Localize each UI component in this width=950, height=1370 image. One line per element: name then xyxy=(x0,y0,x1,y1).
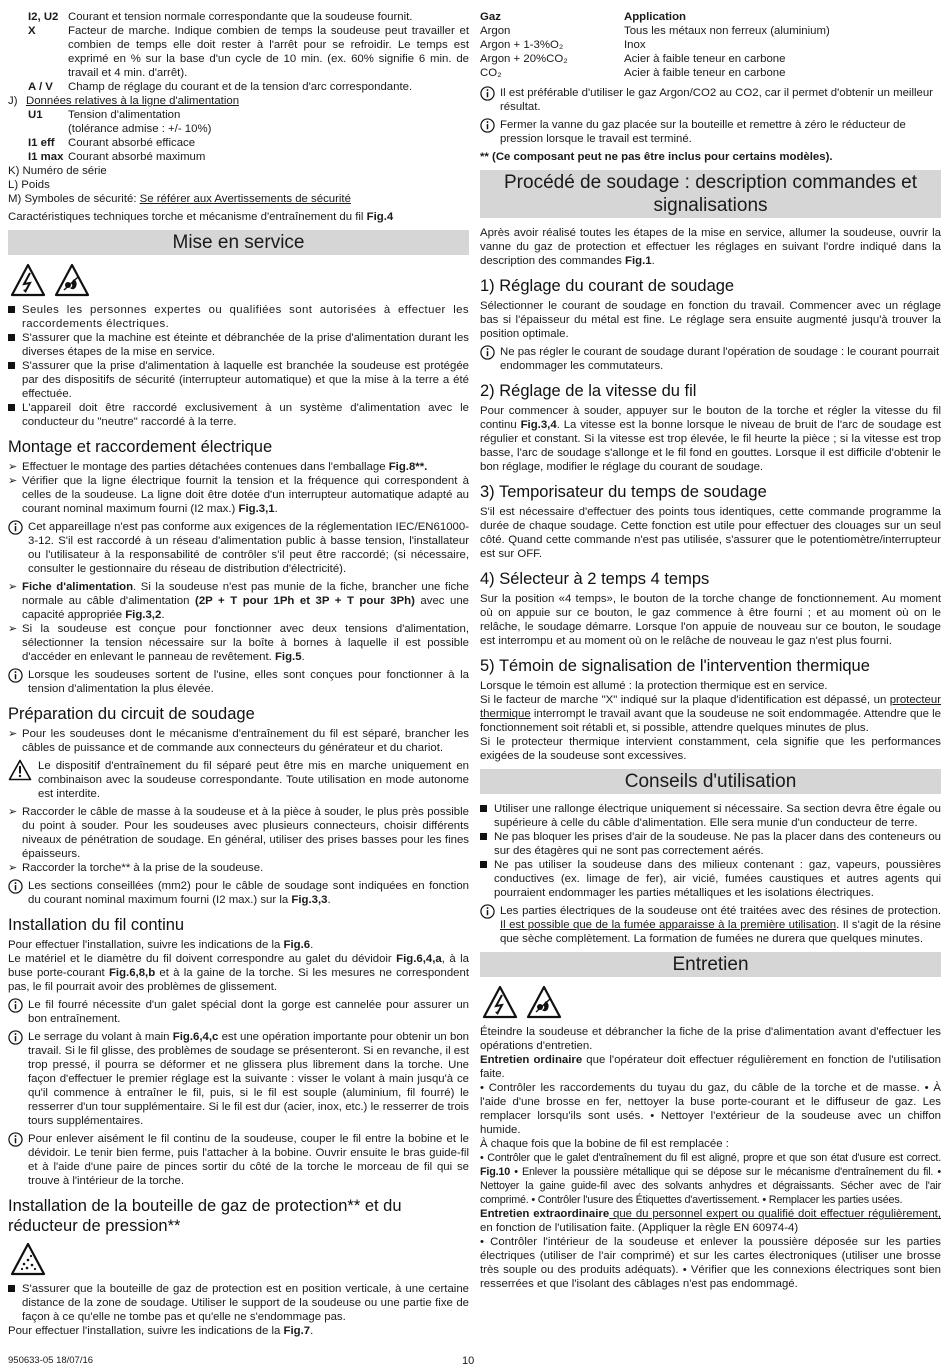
fig-ref: Fig.3,4 xyxy=(520,419,557,431)
info-text: Lorsque les soudeuses sortent de l'usine, elles sont conçues pour fonctionner à la tension d'alimentation la plus élevée. xyxy=(28,669,469,695)
info-note xyxy=(8,998,469,1026)
component-note: ** (Ce composant peut ne pas être inclus pour certains modèles). xyxy=(480,151,833,163)
def-text: Champ de réglage du courant et de la tension d'arc correspondante. xyxy=(68,81,413,93)
info-icon xyxy=(480,86,495,101)
info-note xyxy=(8,1030,469,1128)
list-item-text: Ne pas bloquer les prises d'air de la soudeuse. Ne pas la placer dans des conteneurs ou sur des étagères qui ne sont pas correctement aérés. xyxy=(494,831,941,857)
paragraph: Éteindre la soudeuse et débrancher la fiche de la prise d'alimentation avant d'effectuer les opérations d'entretien. xyxy=(480,1026,941,1052)
info-icon xyxy=(8,998,23,1013)
fire-hazard-icon xyxy=(526,985,562,1019)
list-item-text: Vérifier que la ligne électrique fournit la tension et la fréquence qui correspondent à celles de la soudeuse. La ligne doit être dotée d'un interrupteur automatique adapté au courant nominal maximum fourni (I2 max.) xyxy=(22,475,469,515)
page-number: 10 xyxy=(462,1355,475,1367)
supply-definitions xyxy=(8,108,469,164)
arrow-icon: ➢ xyxy=(8,623,18,635)
list-item xyxy=(8,805,469,861)
item-j-title: Données relatives à la ligne d'alimentation xyxy=(26,95,240,107)
heading-2: 2) Réglage de la vitesse du fil xyxy=(480,382,697,400)
fig-ref: Fig.4 xyxy=(366,211,394,223)
warning-icons xyxy=(10,263,469,297)
list-item xyxy=(8,303,469,331)
paragraph: Le matériel et le diamètre du fil doivent correspondre au galet du dévidoir Fig.6,4,a, à la buse porte-courant Fig.6,8,b et à la gaine de la torche. Si les mesures ne correspondent pas, le fil pourrait avoir des problèmes de glissement. xyxy=(8,953,470,993)
heading-1: 1) Réglage du courant de soudage xyxy=(480,277,735,295)
arrow-icon: ➢ xyxy=(8,728,18,740)
underlined-text: protecteur thermique xyxy=(480,694,941,720)
info-text: Il est préférable d'utiliser le gaz Argon/CO2 au CO2, car il permet d'obtenir un meilleur résultat. xyxy=(500,87,933,113)
column-header: Application xyxy=(624,11,687,23)
list-item-text: Raccorder le câble de masse à la soudeuse et à la pièce à souder, le plus près possible du point à souder. Pour les soudeuses avec plusieurs connecteurs, choisir différents niveaux de pénétration de soudage. En général, utiliser des prises basses pour les fines épaisseurs. xyxy=(22,806,469,860)
paragraph-text: Le matériel et le diamètre du fil doivent correspondre au galet du dévidoir xyxy=(8,953,397,965)
heading-3: 3) Temporisateur du temps de soudage xyxy=(480,483,767,501)
paragraph-text: . La vitesse est la bonne lorsque le niveau de bruit de l'arc de soudage est régulier et constant. Si la vitesse est trop élevée, le fil heurte la pièce ; si la vitesse est trop basse, l'arc de soudage s'allonge et le fil fond en gouttes. Lorsque il est difficile d'obtenir le bon réglage, modifier le réglage du courant de soudage. xyxy=(480,419,941,473)
fig-ref: Fig.1 xyxy=(625,255,652,267)
electric-hazard-icon xyxy=(10,263,46,297)
gas-table-header xyxy=(480,10,941,24)
info-icon xyxy=(480,345,495,360)
paragraph-text: et à la gaine de la torche. Si les mesures ne correspondent pas, le fil pourrait avoir des problèmes de glissement xyxy=(8,967,470,993)
table-cell: CO₂ xyxy=(480,67,502,79)
def-text: Tension d'alimentation xyxy=(68,109,181,121)
table-row xyxy=(480,38,941,52)
paragraph-text: interrompt le travail avant que la soudeuse ne soit endommagée. Attendre que le fonctionnement soit rétabli et, si possible, attendre quelques minutes de plus. xyxy=(480,708,941,734)
paragraph-text: Pour effectuer l'installation, suivre les indications de la xyxy=(8,939,284,951)
info-note xyxy=(480,118,941,146)
paragraph: Si le protecteur thermique intervient constamment, cela signifie que les performances exigées de la soudeuse sont excessives. xyxy=(480,736,941,762)
underlined-text: que du personnel expert ou qualifié doit effectuer régulièrement, xyxy=(609,1208,941,1220)
left-column xyxy=(8,10,469,1338)
list-item: ➢ Vérifier que la ligne électrique fournit la tension et la fréquence qui correspondent à celles de la soudeuse. La ligne doit être dotée d'un interrupteur automatique adapté au courant nominal maximum fourni (I2 max.) Fig.3,1. xyxy=(8,475,469,515)
paragraph: Lorsque le témoin est allumé : la protection thermique est en service. xyxy=(480,680,828,692)
list-item-text: S'assurer que la bouteille de gaz de protection est en position verticale, à une certaine distance de la zone de soudage. Utiliser le support de la soudeuse ou une partie fixe de façon à ce qu'elle ne tombe pas et qu'elle ne s'endommage pas. xyxy=(22,1283,469,1323)
heading-5: 5) Témoin de signalisation de l'intervention thermique xyxy=(480,657,870,675)
info-text: Le fil fourré nécessite d'un galet spécial dont la gorge est cannelée pour assurer un bon entraînement. xyxy=(28,999,469,1025)
item-j xyxy=(8,94,469,108)
list-item-text: Pour les soudeuses dont le mécanisme d'entraînement du fil est séparé, brancher les câbles de puissance et de commande aux connecteurs du générateur et du chariot. xyxy=(22,728,469,754)
table-row xyxy=(480,66,941,80)
table-row xyxy=(480,24,941,38)
info-note xyxy=(8,668,469,696)
paragraph-text: en fonction de l'utilisation faite. (Appliquer la règle EN 60974-4) xyxy=(480,1222,799,1234)
list-item xyxy=(8,1282,469,1324)
info-icon xyxy=(8,1030,23,1045)
document-code: 950633-05 18/07/16 xyxy=(8,1355,94,1366)
list-item xyxy=(8,861,469,875)
info-icon xyxy=(480,118,495,133)
heading-gaz: Installation de la bouteille de gaz de protection** et du réducteur de pression** xyxy=(8,1197,402,1235)
info-text: Le serrage du volant à main xyxy=(28,1031,173,1043)
paragraph: • Contrôler les raccordements du tuyau du gaz, du câble de la torche et de masse. • À l'aide d'une brosse en fer, nettoyer la buse porte-courant et le diffuseur de gaz. Les remplacer lorsqu'ils sont usés. • Nettoyer l'extérieur de la soudeuse avec un chiffon humide. xyxy=(480,1082,941,1136)
list-item-text: L'appareil doit être raccordé exclusivement à un système d'alimentation avec le conducteur du "neutre" raccordé à la terre. xyxy=(22,402,469,428)
fig-ref: Fig.10 xyxy=(480,1166,510,1178)
def-key: I1 eff xyxy=(28,137,55,149)
paragraph xyxy=(480,1151,941,1207)
arrow-icon: ➢ xyxy=(8,806,18,818)
list-item-text: Ne pas utiliser la soudeuse dans des milieux contenant : gaz, vapeurs, poussières conductives (ex. limage de fer), air vicié, fumées caustiques et autres agents qui pourraient endommager les parties métalliques et les isolations électriques. xyxy=(494,859,941,899)
paragraph-text: Pour commencer à souder, appuyer sur le bouton de la torche et régler la vitesse du fil continu xyxy=(480,405,941,431)
item-k: K) Numéro de série xyxy=(8,165,107,177)
table-cell: Tous les métaux non ferreux (aluminium) xyxy=(624,25,830,37)
fig-ref: Fig.3,1 xyxy=(238,503,275,515)
heading-fil: Installation du fil continu xyxy=(8,916,185,934)
list-item-bold: (2P + T pour 1Ph et 3P + T pour 3Ph) xyxy=(195,595,415,607)
table-cell: Acier à faible teneur en carbone xyxy=(624,53,786,65)
fig-ref: Fig.6,4,c xyxy=(172,1031,219,1043)
info-text: Pour enlever aisément le fil continu de la soudeuse, couper le fil entre la bobine et le dévidoir. Le tenir bien ferme, puis l'attacher à la bobine. Ouvrir ensuite le bras guide-fil et à l'aide d'une paire de pinces sortir du côté de la torche le morceau de fil qui se trouve à l'intérieur de la torche. xyxy=(28,1133,469,1187)
def-key: A / V xyxy=(28,81,53,93)
paragraph-text: que l'opérateur doit effectuer régulièrement en fonction de l'utilisation faite. xyxy=(480,1054,941,1080)
section-mise-en-service: Mise en service xyxy=(8,230,469,255)
fig-ref: Fig.6,4,a xyxy=(396,953,442,965)
table-cell: Inox xyxy=(624,39,646,51)
info-text: Les sections conseillées (mm2) pour le câble de soudage sont indiquées en fonction du courant nominal maximum fourni (I2 max.) sur la xyxy=(28,880,469,906)
section-conseils: Conseils d'utilisation xyxy=(480,769,941,794)
item-l: L) Poids xyxy=(8,179,50,191)
list-item xyxy=(8,331,469,359)
list-item xyxy=(8,401,469,429)
list-item-text: Si la soudeuse est conçue pour fonctionner avec deux tensions d'alimentation, sélectionner la tension nécessaire sur la boîte à bornes à laquelle il est possible d'accéder en enlevant le panneau de revêtement. xyxy=(22,623,469,663)
heading-preparation: Préparation du circuit de soudage xyxy=(8,705,255,723)
paragraph: Sur la position «4 temps», le bouton de la torche change de fonctionnement. Au moment où on appuie sur ce bouton, le gaz commence à être fourni ; et au moment où on le relâche, le soudage démarre. Lorsque l'on appuie de nouveau sur ce bouton, le soudage est interrompu et au moment où on le relâche de nouveau le gaz n'est plus fourni. xyxy=(480,593,941,647)
info-icon xyxy=(8,1132,23,1147)
list-item-text: Effectuer le montage des parties détachées contenues dans l'emballage xyxy=(22,461,389,473)
def-text: Courant absorbé efficace xyxy=(68,137,196,149)
mise-bullets xyxy=(8,303,469,429)
paragraph: Sélectionner le courant de soudage en fonction du travail. Commencer avec un réglage bas si l'épaisseur du métal est fine. Le réglage sera ensuite augmenté jusqu'à trouver la position optimale. xyxy=(480,300,941,340)
def-key: I2, U2 xyxy=(28,11,59,23)
paragraph xyxy=(480,1053,941,1081)
paragraph-text: • Enlever la poussière métallique qui se dépose sur le mécanisme d'entraînement du fil. • Nettoyer la gaine guide-fil avec des solvants anhydres et dégraissants. Sécher avec de l'air comprimé. • Contrôler l'usure des Étiquettes d'avertissement. • Remplacer les parties usées. xyxy=(480,1166,941,1206)
item-letter: J) xyxy=(8,95,18,107)
fig-ref: Fig.5 xyxy=(274,651,302,663)
list-item: ➢ Si la soudeuse est conçue pour fonctionner avec deux tensions d'alimentation, sélectionner la tension nécessaire sur la boîte à bornes à laquelle il est possible d'accéder en enlevant le panneau de revêtement. Fig.5. xyxy=(8,623,469,663)
safety-link[interactable]: Avertissements de sécurité xyxy=(214,193,351,205)
paragraph-text: Après avoir réalisé toutes les étapes de la mise en service, allumer la soudeuse, ouvrir la vanne du gaz de protection et effectuer les réglages en suivant l'ordre indiqué dans la description des commandes xyxy=(480,227,941,267)
item-m-label: M) Symboles de sécurité: xyxy=(8,193,140,205)
bold-label: Entretien extraordinaire xyxy=(480,1208,610,1220)
info-note: Les sections conseillées (mm2) pour le câble de soudage sont indiquées en fonction du courant nominal maximum fourni (I2 max.) sur la Fig.3,3. xyxy=(8,879,469,907)
fig-ref: Fig.7 xyxy=(283,1325,311,1337)
paragraph: S'il est nécessaire d'effectuer des points tous identiques, cette commande programme la durée de chaque soudage. Cette fonction est utile pour effectuer des clouages sur un seul côté. Quand cette commande n'est pas utilisée, s'assurer que le potentiomètre/interrupteur est sur OFF. xyxy=(480,506,941,560)
def-key: X xyxy=(28,25,36,37)
fig-ref: Fig.6,8,b xyxy=(108,967,156,979)
list-item xyxy=(8,727,469,755)
fig-ref: Fig.8**. xyxy=(388,461,428,473)
def-key: I1 max xyxy=(28,151,64,163)
arrow-icon: ➢ xyxy=(8,461,18,473)
info-text: Fermer la vanne du gaz placée sur la bouteille et remettre à zéro le réducteur de pression lorsque le travail est terminé. xyxy=(500,119,906,145)
list-item: ➢ Fiche d'alimentation. Si la soudeuse n'est pas munie de la fiche, brancher une fiche normale au câble d'alimentation (2P + T pour 1Ph et 3P + T pour 3Ph) avec une capacité appropriée Fig.3,2. xyxy=(8,581,469,621)
paragraph xyxy=(480,693,941,735)
paragraph: À chaque fois que la bobine de fil est remplacée : xyxy=(480,1138,729,1150)
arrow-icon: ➢ xyxy=(8,475,18,487)
list-item xyxy=(480,858,941,900)
nameplate-definitions xyxy=(8,10,469,94)
paragraph-text: Pour effectuer l'installation, suivre les indications de la xyxy=(8,1325,284,1337)
electric-hazard-icon xyxy=(482,985,518,1019)
info-text: Cet appareillage n'est pas conforme aux exigences de la réglementation IEC/EN61000-3-12. S'il est raccordé à un réseau d'alimentation public à basse tension, l'installateur ou l'utilisateur à la responsabilité de contrôler s'il peut être raccordé; (si nécessaire, consulter le gestionnaire du réseau de distribution d'électricité). xyxy=(28,521,469,575)
paragraph-text: , à la buse porte-courant xyxy=(8,953,469,979)
info-note xyxy=(480,86,941,114)
table-cell: Acier à faible teneur en carbone xyxy=(624,67,786,79)
def-text: Courant absorbé maximum xyxy=(68,151,206,163)
list-item-text: Utiliser une rallonge électrique uniquement si nécessaire. Sa section devra être égale ou supérieure à celle du câble d'alimentation. Elle sera munie d'un conducteur de terre. xyxy=(494,803,941,829)
entretien-icons xyxy=(482,985,941,1019)
table-row xyxy=(480,52,941,66)
table-cell: Argon + 1-3%O₂ xyxy=(480,39,564,51)
heading-montage: Montage et raccordement électrique xyxy=(8,438,273,456)
arrow-icon: ➢ xyxy=(8,862,18,874)
item-m xyxy=(8,192,469,206)
paragraph-text: Si le facteur de marche "X" indiqué sur la plaque d'identification est dépassé, un xyxy=(480,694,890,706)
paragraph xyxy=(480,404,941,474)
safety-link[interactable]: Se référer aux xyxy=(139,193,215,205)
list-item-text: S'assurer que la prise d'alimentation à laquelle est branchée la soudeuse est protégée par des dispositifs de sécurité (interrupteur automatique) et que la mise à la terre a été effectuée. xyxy=(22,360,469,400)
paragraph: • Contrôler l'intérieur de la soudeuse et enlever la poussière déposée sur les parties électriques (utiliser de l'air comprimé) et sur les cartes électroniques (utiliser une brosse très souple ou des produits adéquats). • Vérifier que les connexions électriques sont bien resserrées et que l'isolant des câblages n'est pas endommagé. xyxy=(480,1236,941,1290)
info-icon xyxy=(480,904,495,919)
torch-note-text: Caractéristiques techniques torche et mécanisme d'entraînement du fil xyxy=(8,211,367,223)
heading-4: 4) Sélecteur à 2 temps 4 temps xyxy=(480,570,710,588)
info-icon xyxy=(8,879,23,894)
list-item xyxy=(480,830,941,858)
list-item xyxy=(8,359,469,401)
paragraph: Après avoir réalisé toutes les étapes de la mise en service, allumer la soudeuse, ouvrir la vanne du gaz de protection et effectuer les réglages en suivant l'ordre indiqué dans la description des commandes Fig.1. xyxy=(480,227,941,267)
def-text: Courant et tension normale correspondante que la soudeuse fournit. xyxy=(68,11,413,23)
list-item-text: S'assurer que la machine est éteinte et débranchée de la prise d'alimentation durant les diverses étapes de la mise en service. xyxy=(22,332,469,358)
torch-note xyxy=(8,210,469,224)
info-note xyxy=(480,904,941,946)
def-key: U1 xyxy=(28,109,43,121)
fig-ref: Fig.6 xyxy=(283,939,311,951)
fire-hazard-icon xyxy=(54,263,90,297)
info-text: est une opération importante pour obtenir un bon travail. Si le fil glisse, des problèmes de soudage se présenteront. Si en revanche, il est trop pressé, il pourra se déformer et ne glissera plus librement dans la torche. Une façon d'effectuer le premier réglage est la suivante : visser le volant à main jusqu'à ce qu'il commence à entraîner le fil, puis, si le fil est souple (aluminium, fil fourré) le resserrer d'un tour supplémentaire. Si le fil est dur (acier, inox, etc.) le resserrer de trois tours supplémentaires. xyxy=(28,1031,470,1127)
list-item-text: Seules les personnes expertes ou qualifiées sont autorisées à effectuer les raccordements électriques. xyxy=(22,304,469,330)
def-text: Facteur de marche. Indique combien de temps la soudeuse peut travailler et combien de temps elle doit rester à l'arrêt pour se refroidir. Le temps est exprimé en % sur la base d'un cycle de 10 min. (ex. 60% signifie 6 min. de travail et 4 min. d'arrêt). xyxy=(68,25,469,79)
right-column xyxy=(480,10,941,1291)
paragraph xyxy=(480,1207,941,1235)
gas-hazard-icon xyxy=(10,1242,46,1276)
bold-label: Entretien ordinaire xyxy=(480,1054,583,1066)
fig-ref: Fig.3,2 xyxy=(125,609,162,621)
list-item-label: Fiche d'alimentation xyxy=(22,581,134,593)
column-header: Gaz xyxy=(480,11,501,23)
def-text: (tolérance admise : +/- 10%) xyxy=(68,123,212,135)
list-item-text: avec une capacité appropriée xyxy=(22,595,469,621)
paragraph: Pour effectuer l'installation, suivre les indications de la Fig.7. xyxy=(8,1325,314,1337)
paragraph-text: • Contrôler que le galet d'entraînement du fil est aligné, propre et que son état d'usure est correct. xyxy=(480,1152,941,1164)
table-cell: Argon xyxy=(480,25,511,37)
warning-note xyxy=(8,759,469,801)
info-note xyxy=(8,520,469,576)
arrow-icon: ➢ xyxy=(8,581,18,593)
list-item-text: . Si la soudeuse n'est pas munie de la fiche, brancher une fiche normale au câble d'alimentation xyxy=(22,581,469,607)
warning-triangle-icon xyxy=(8,759,32,781)
gas-icons xyxy=(10,1242,469,1276)
underlined-text: Il est possible que de la fumée apparaisse à la première utilisation xyxy=(500,919,837,931)
info-text: Ne pas régler le courant de soudage durant l'opération de soudage : le courant pourrait endommager les commutateurs. xyxy=(500,346,940,372)
section-entretien: Entretien xyxy=(480,952,941,977)
list-item xyxy=(8,460,469,474)
info-icon xyxy=(8,668,23,683)
warning-text: Le dispositif d'entraînement du fil séparé peut être mis en marche uniquement en combinaison avec la soudeuse correspondante. Toute utilisation en mode autonome est interdite. xyxy=(38,760,469,800)
list-item-text: Raccorder la torche** à la prise de la soudeuse. xyxy=(22,862,264,874)
section-procede: Procédé de soudage : description commandes et signalisations xyxy=(480,170,941,218)
list-item xyxy=(480,802,941,830)
fig-ref: Fig.3,3 xyxy=(291,894,328,906)
info-text: . Il s'agit de la résine que sèche complètement. La formation de fumées ne durera que quelques minutes. xyxy=(500,919,941,945)
table-cell: Argon + 20%CO₂ xyxy=(480,53,568,65)
info-text: Les parties électriques de la soudeuse ont été traitées avec des résines de protection. xyxy=(500,905,941,917)
paragraph: Pour effectuer l'installation, suivre les indications de la Fig.6. xyxy=(8,939,314,951)
info-note xyxy=(8,1132,469,1188)
info-icon xyxy=(8,520,23,535)
info-note xyxy=(480,345,941,373)
